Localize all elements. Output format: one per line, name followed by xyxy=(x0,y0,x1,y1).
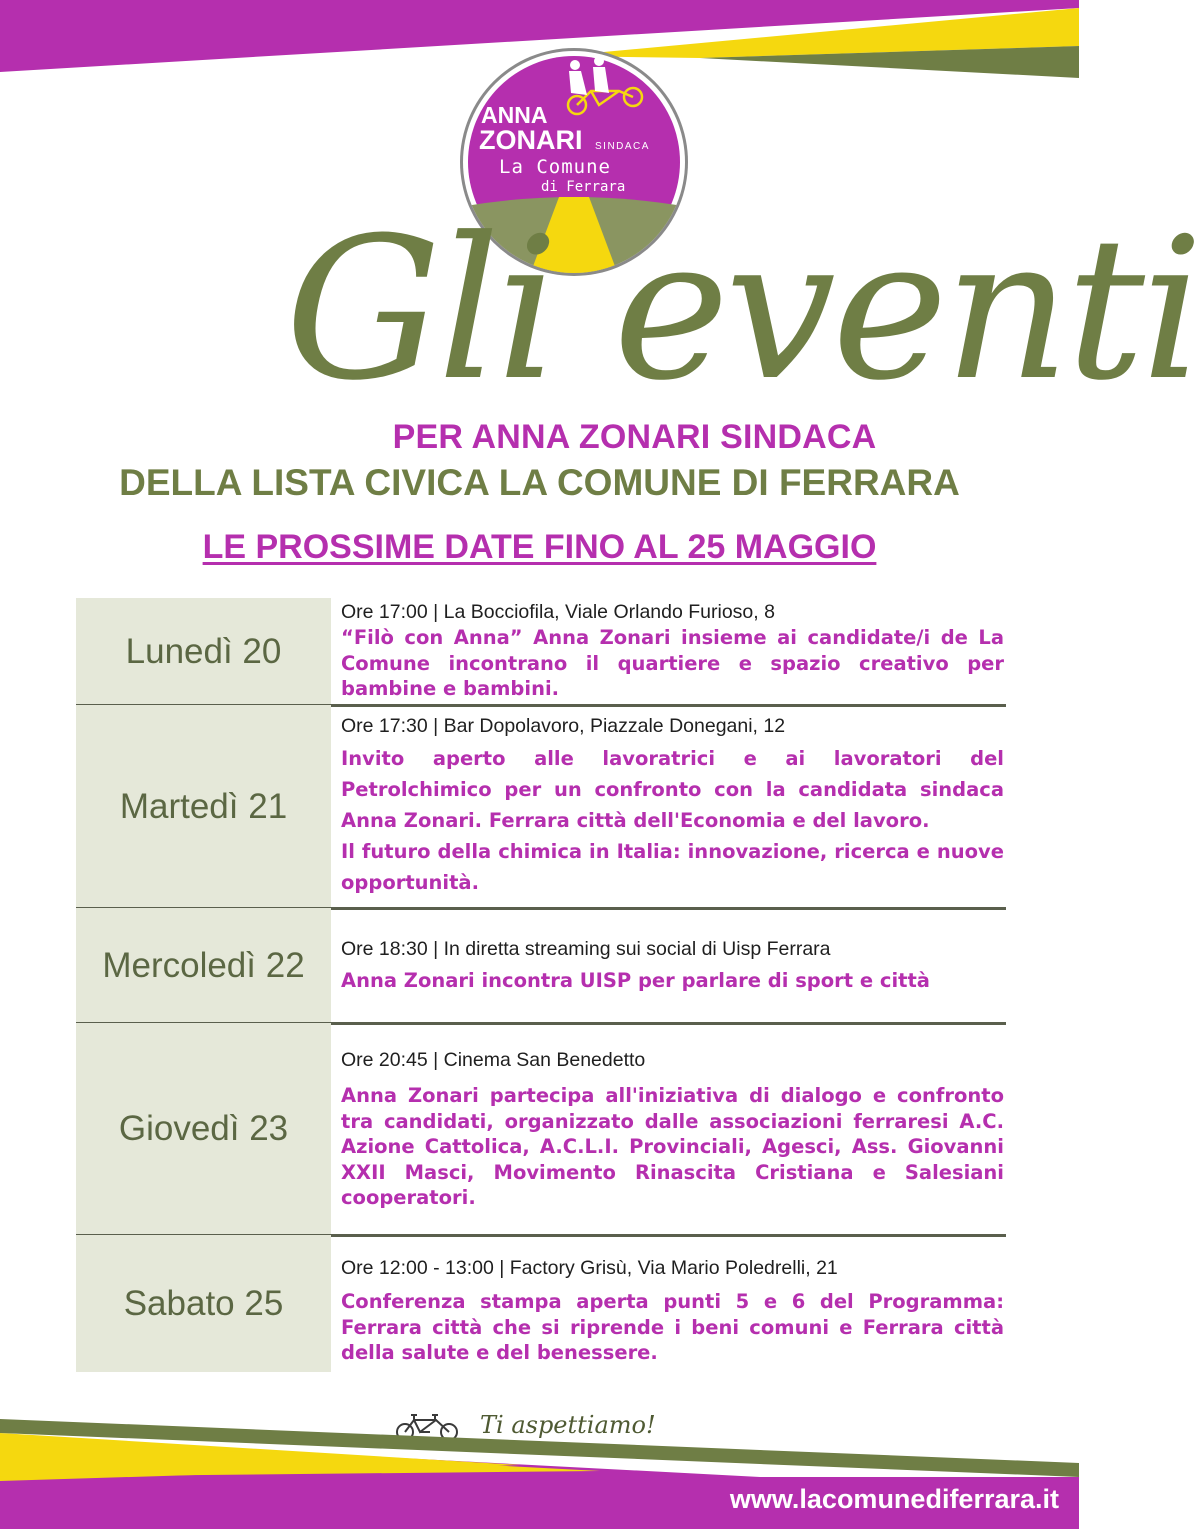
event-description: Il futuro della chimica in Italia: innovazione, ricerca e nuove opportunità. xyxy=(341,840,1004,894)
event-time-place: Ore 18:30 | In diretta streaming sui social di Uisp Ferrara xyxy=(341,938,831,960)
logo-line1: ANNA xyxy=(481,102,548,128)
event-description: Anna Zonari incontra UISP per parlare di sport e città xyxy=(341,969,930,992)
logo-line3: La Comune xyxy=(499,156,611,178)
event-day: Lunedì 20 xyxy=(76,598,331,705)
event-row xyxy=(76,598,1006,705)
event-day: Giovedì 23 xyxy=(76,1023,331,1235)
event-day: Martedì 21 xyxy=(76,705,331,908)
subtitle-candidate: PER ANNA ZONARI SINDACA xyxy=(392,418,877,456)
event-details xyxy=(331,598,1006,705)
event-day: Sabato 25 xyxy=(76,1235,331,1372)
event-details xyxy=(331,1023,1006,1235)
event-description: Anna Zonari partecipa all'iniziativa di dialogo e confronto tra candidati, organizzato dalle associazioni ferraresi A.C. Azione Cattolica, A.C.L.I. Provinciali, Agesci, Ass. Giovanni XXII Masci, Movimento Rinascita Cristiana e Salesiani cooperatori. xyxy=(341,1084,1004,1209)
page-title: Gli eventi xyxy=(285,196,1200,424)
event-time-place: Ore 17:30 | Bar Dopolavoro, Piazzale Donegani, 12 xyxy=(341,715,786,737)
event-row xyxy=(76,705,1006,908)
logo-line2-suffix: SINDACA xyxy=(595,141,650,152)
logo-line4: di Ferrara xyxy=(541,179,626,195)
event-details xyxy=(331,705,1006,908)
event-details xyxy=(331,908,1006,1023)
event-time-place: Ore 17:00 | La Bocciofila, Viale Orlando Furioso, 8 xyxy=(341,601,775,623)
event-time-place: Ore 20:45 | Cinema San Benedetto xyxy=(341,1049,646,1071)
subtitle-list: DELLA LISTA CIVICA LA COMUNE DI FERRARA xyxy=(119,462,960,503)
logo-line2: ZONARI xyxy=(479,125,583,155)
event-row xyxy=(76,1235,1006,1372)
event-details xyxy=(331,1235,1006,1372)
event-time-place: Ore 12:00 - 13:00 | Factory Grisù, Via Mario Poledrelli, 21 xyxy=(341,1257,838,1279)
event-description: Invito aperto alle lavoratrici e ai lavoratori del Petrolchimico per un confronto con la candidata sindaca Anna Zonari. Ferrara città dell'Economia e del lavoro. xyxy=(341,747,1004,832)
event-schedule xyxy=(76,598,1006,1372)
subtitle-dates: LE PROSSIME DATE FINO AL 25 MAGGIO xyxy=(202,528,877,566)
event-row xyxy=(76,1023,1006,1235)
website-link[interactable]: www.lacomunediferrara.it xyxy=(729,1484,1059,1514)
greeting-text: Ti aspettiamo! xyxy=(480,1411,656,1439)
event-day: Mercoledì 22 xyxy=(76,908,331,1023)
event-row xyxy=(76,908,1006,1023)
event-description: “Filò con Anna” Anna Zonari insieme ai candidate/i de La Comune incontrano il quartiere e spazio creativo per bambine e bambini. xyxy=(341,626,1004,700)
event-description: Conferenza stampa aperta punti 5 e 6 del Programma: Ferrara città che si riprende i beni comuni e Ferrara città della salute e del benessere. xyxy=(341,1290,1004,1364)
